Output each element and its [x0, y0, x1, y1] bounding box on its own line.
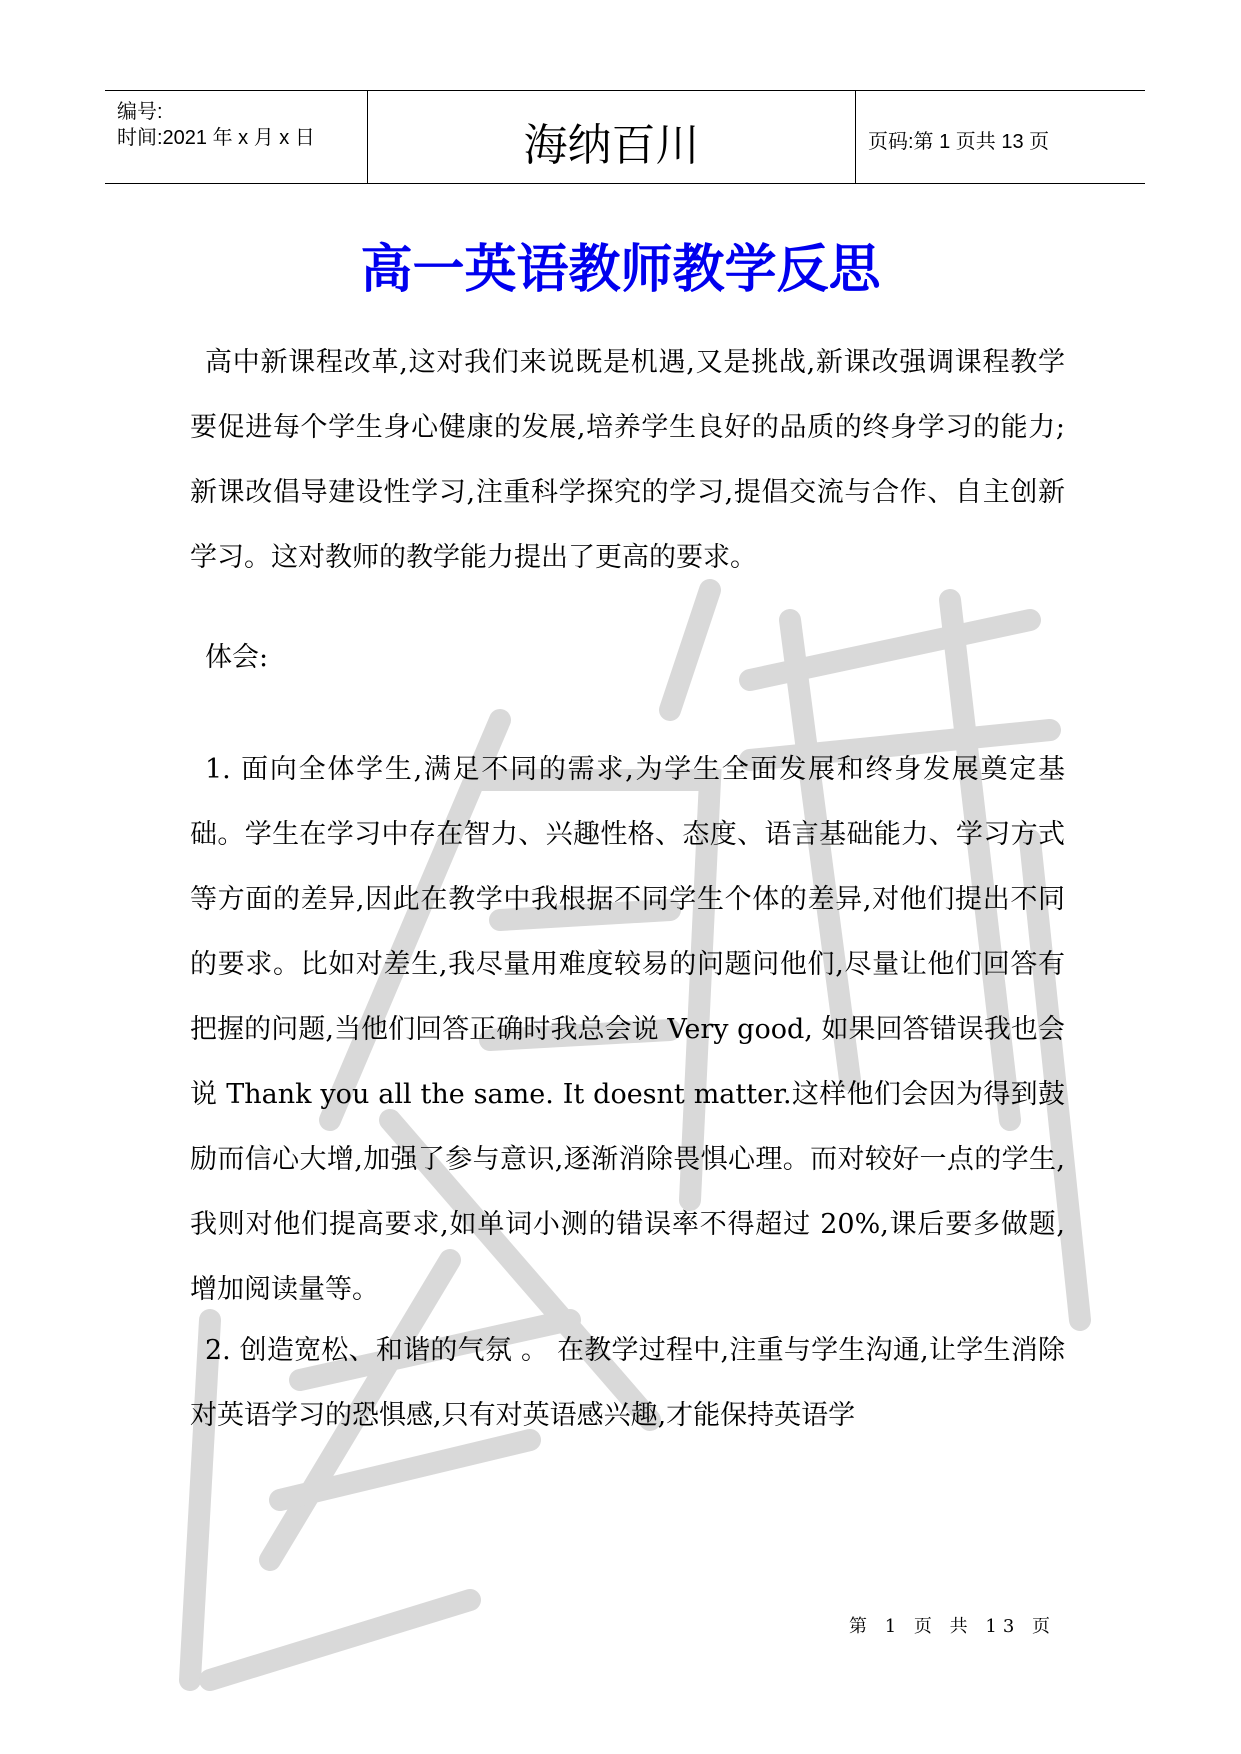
document-title: 高一英语教师教学反思	[360, 239, 881, 300]
document-header	[105, 90, 1145, 184]
intro-paragraph: 高中新课程改革,这对我们来说既是机遇,又是挑战,新课改强调课程教学要促进每个学生身心健康的发展,培养学生良好的品质的终身学习的能力;新课改倡导建设性学习,注重科学探究的学习,提倡交流与合作、自主创新学习。这对教师的教学能力提出了更高的要求。	[190, 347, 1065, 573]
brand-text: 海纳百川	[523, 120, 700, 171]
header-brand-cell	[368, 91, 856, 183]
section-heading: 体会:	[205, 642, 269, 673]
page-footer: 第 1 页 共 13 页	[849, 1616, 1056, 1637]
header-meta-cell	[105, 91, 368, 183]
point-2-paragraph: 2. 创造宽松、和谐的气氛 。 在教学过程中,注重与学生沟通,让学生消除对英语学习的恐惧感,只有对英语感兴趣,才能保持英语学	[190, 1335, 1065, 1431]
point-1-paragraph: 1. 面向全体学生,满足不同的需求,为学生全面发展和终身发展奠定基础。学生在学习中存在智力、兴趣性格、态度、语言基础能力、学习方式等方面的差异,因此在教学中我根据不同学生个体的差异,对他们提出不同的要求。比如对差生,我尽量用难度较易的问题问他们,尽量让他们回答有把握的问题,当他们回答正确时我总会说 Very good, 如果回答错误我也会说 Thank you all the same. It doesnt matter.这样他们会因为得到鼓励而信心大增,加强了参与意识,逐渐消除畏惧心理。而对较好一点的学生,我则对他们提高要求,如单词小测的错误率不得超过 20%,课后要多做题,增加阅读量等。	[190, 754, 1065, 1305]
page-code-label: 页码:第 1 页共 13 页	[868, 131, 1050, 153]
document-number-label: 编号:	[117, 101, 163, 123]
header-page-cell	[856, 91, 1145, 183]
document-date-label: 时间:2021 年 x 月 x 日	[117, 127, 315, 149]
